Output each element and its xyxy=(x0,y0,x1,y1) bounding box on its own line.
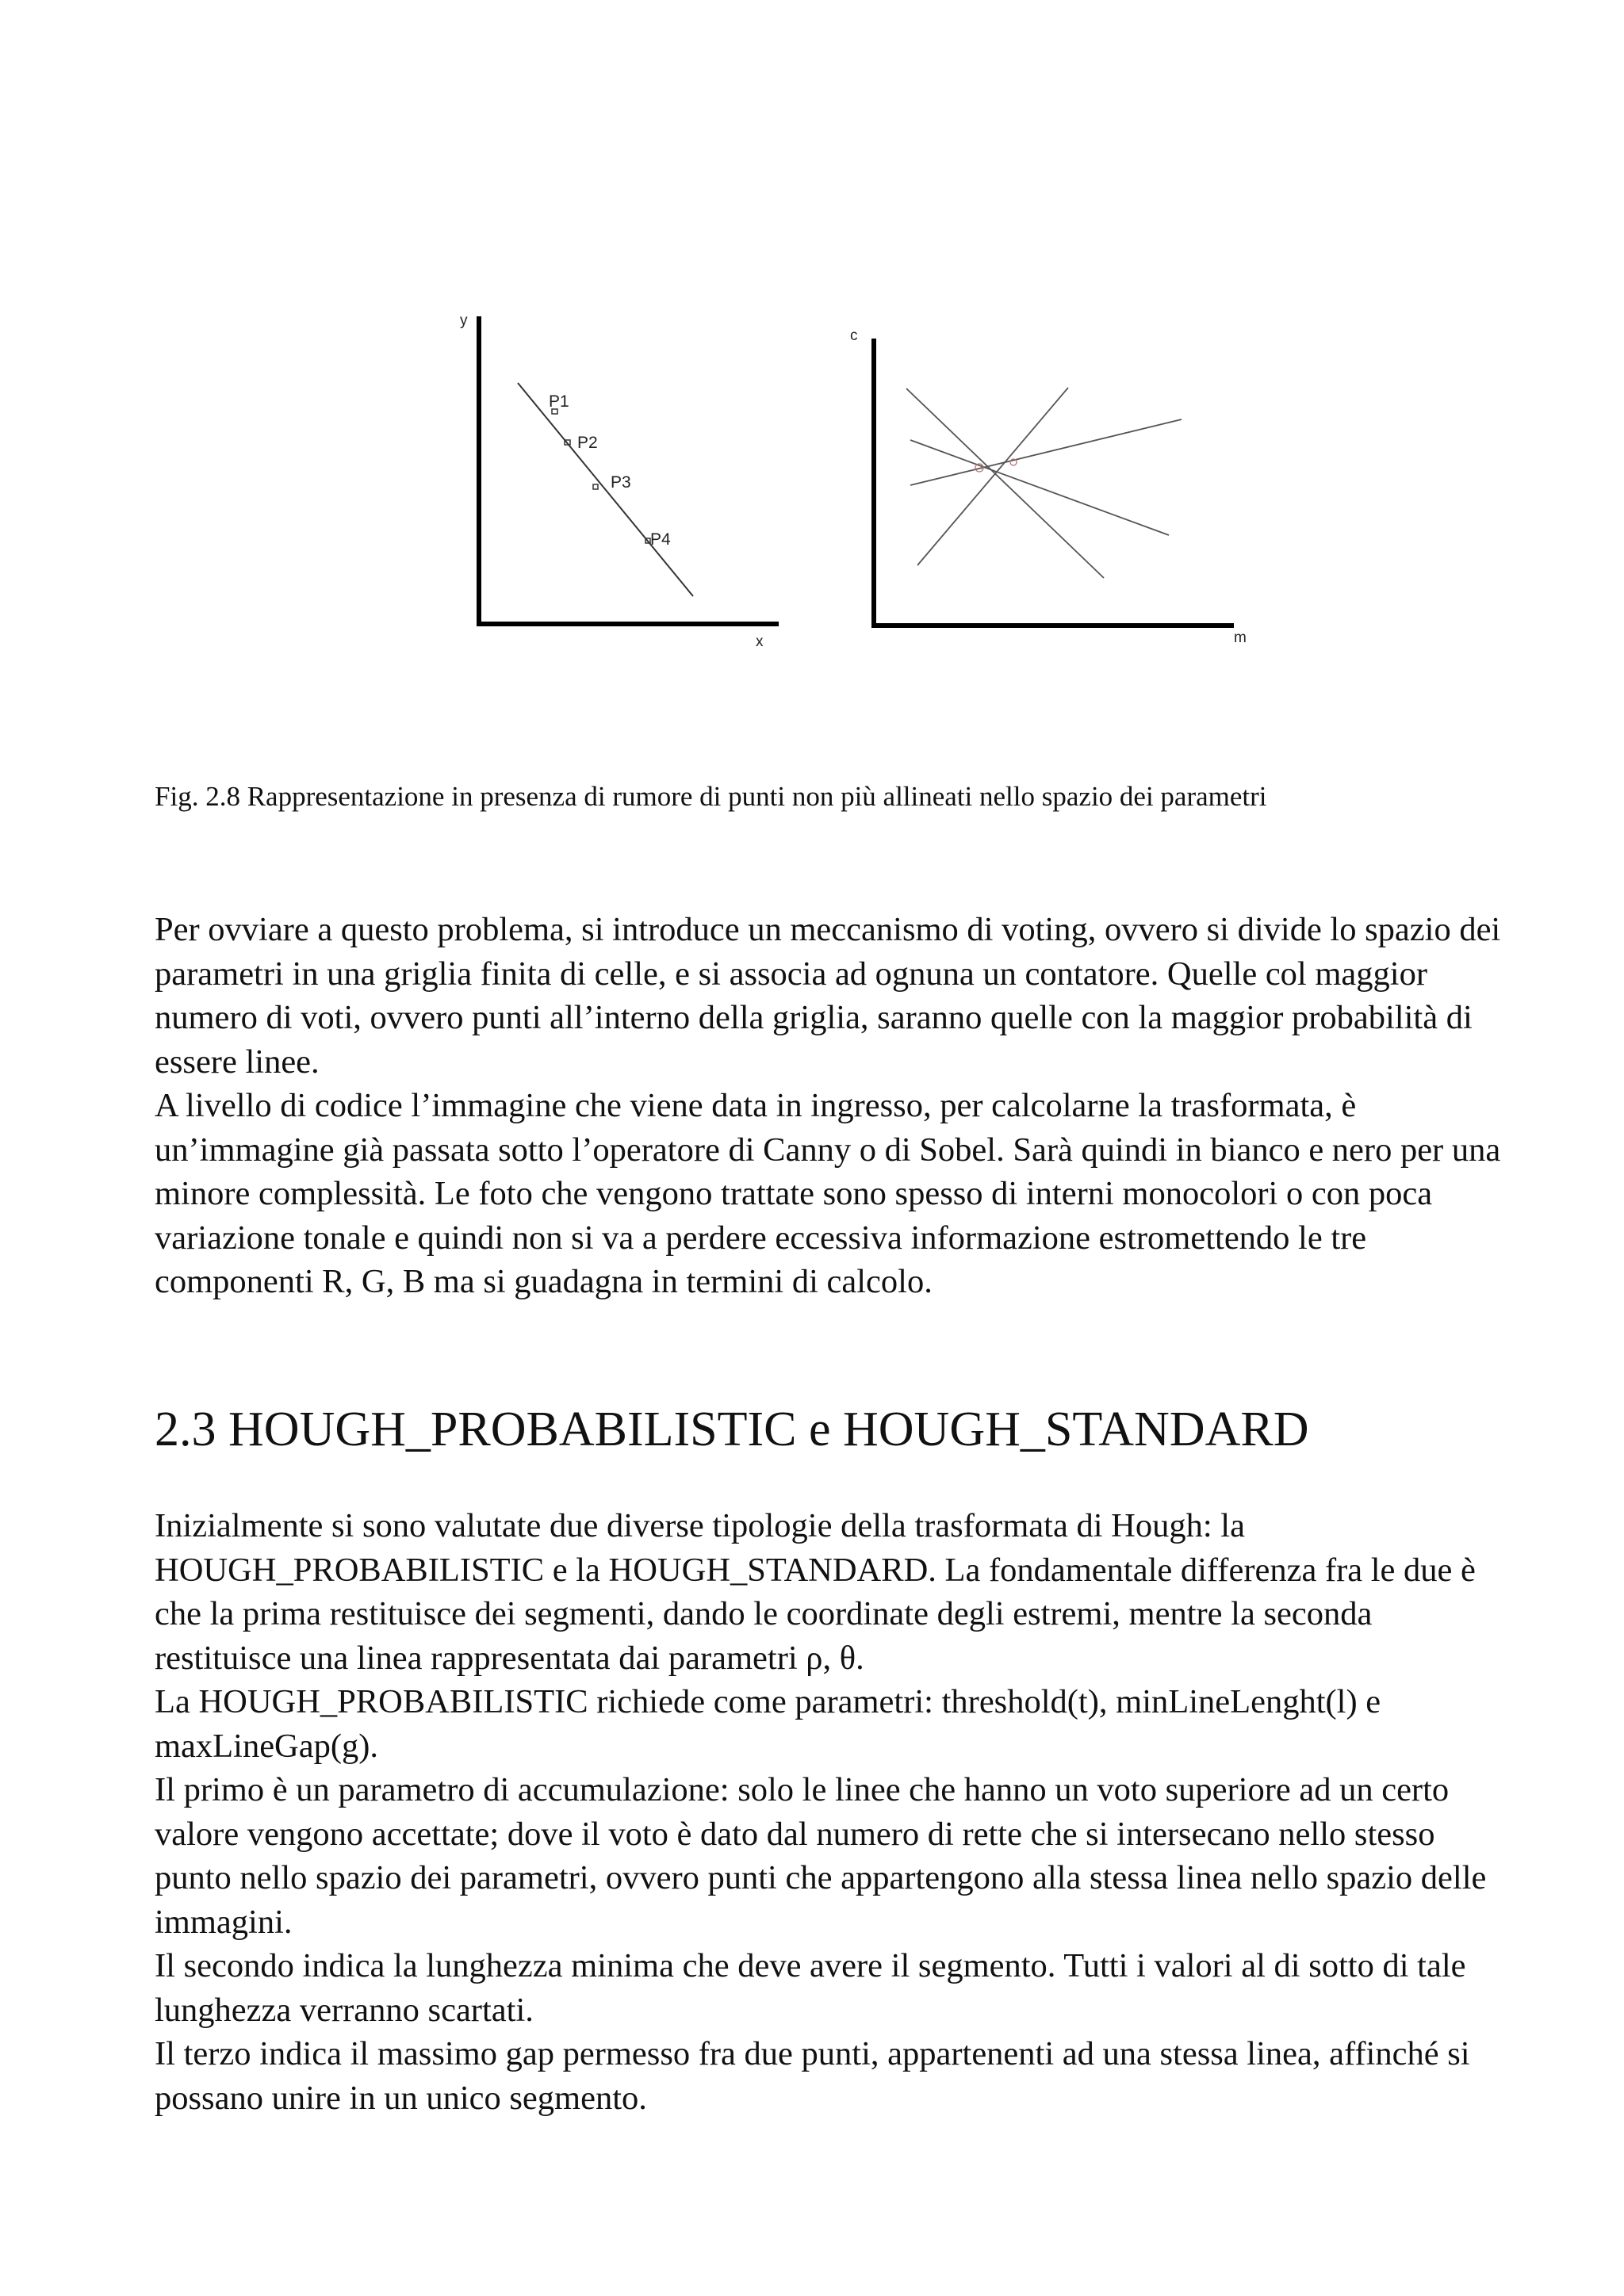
image-space-x-label: x xyxy=(756,633,764,650)
paragraph: Il secondo indica la lunghezza minima che deve avere il segmento. Tutti i valori al di sotto di tale lunghezza verranno scartati. xyxy=(155,1947,1466,2029)
paragraph: Per ovviare a questo problema, si introduce un meccanismo di voting, ovvero si divide lo spazio dei parametri in una griglia finita di celle, e si associa ad ognuna un contatore. Quelle col maggior numero di voti, ovvero punti all’interno della griglia, saranno quelle con la maggior probabilità di essere linee. xyxy=(155,911,1501,1081)
point-label-p3: P3 xyxy=(611,473,631,492)
parameter-line-4 xyxy=(910,419,1182,485)
paragraph: A livello di codice l’immagine che viene data in ingresso, per calcolarne la trasformata, è un’immagine già passata sotto l’operatore di Canny o di Sobel. Sarà quindi in bianco e nero per una minore complessità. Le foto che vengono trattate sono spesso di interni monocolori o con poca variazione tonale e quindi non si va a perdere eccessiva informazione estromettendo le tre componenti R, G, B ma si guadagna in termini di calcolo. xyxy=(155,1087,1501,1300)
point-label-p1: P1 xyxy=(549,392,569,411)
image-space-y-label: y xyxy=(460,312,468,329)
parameter-line-1 xyxy=(906,388,1104,578)
point-marker-p3 xyxy=(593,484,598,489)
figure-hough-noise xyxy=(460,305,1277,670)
parameter-line-2 xyxy=(917,388,1068,565)
body-text-bottom xyxy=(155,1504,1503,2120)
point-label-p2: P2 xyxy=(577,434,598,452)
noisy-line xyxy=(518,383,693,596)
section-title: 2.3 HOUGH_PROBABILISTIC e HOUGH_STANDARD xyxy=(155,1402,1309,1456)
image-space-plot xyxy=(460,305,793,670)
figure-caption: Fig. 2.8 Rappresentazione in presenza di rumore di punti non più allineati nello spazio dei parametri xyxy=(155,781,1267,812)
paragraph: Il primo è un parametro di accumulazione: solo le linee che hanno un voto superiore ad un certo valore vengono accettate; dove il voto è dato dal numero di rette che si intersecano nello stesso punto nello spazio dei parametri, ovvero punti che appartengono alla stessa linea nello spazio delle immagini. xyxy=(155,1771,1487,1941)
parameter-space-x-label: m xyxy=(1234,629,1247,646)
paragraph: La HOUGH_PROBABILISTIC richiede come parametri: threshold(t), minLineLenght(l) e maxLineGap(g). xyxy=(155,1683,1381,1765)
paragraph: Inizialmente si sono valutate due diverse tipologie della trasformata di Hough: la HOUGH_PROBABILISTIC e la HOUGH_STANDARD. La fondamentale differenza fra le due è che la prima restituisce dei segmenti, dando le coordinate degli estremi, mentre la seconda restituisce una linea rappresentata dai parametri ρ, θ. xyxy=(155,1507,1476,1677)
point-label-p4: P4 xyxy=(650,530,671,549)
body-text-top xyxy=(155,908,1503,1304)
parameter-space-plot xyxy=(841,305,1277,670)
paragraph: Il terzo indica il massimo gap permesso fra due punti, appartenenti ad una stessa linea, affinché si possano unire in un unico segmento. xyxy=(155,2035,1470,2117)
parameter-space-y-label: c xyxy=(850,327,858,344)
